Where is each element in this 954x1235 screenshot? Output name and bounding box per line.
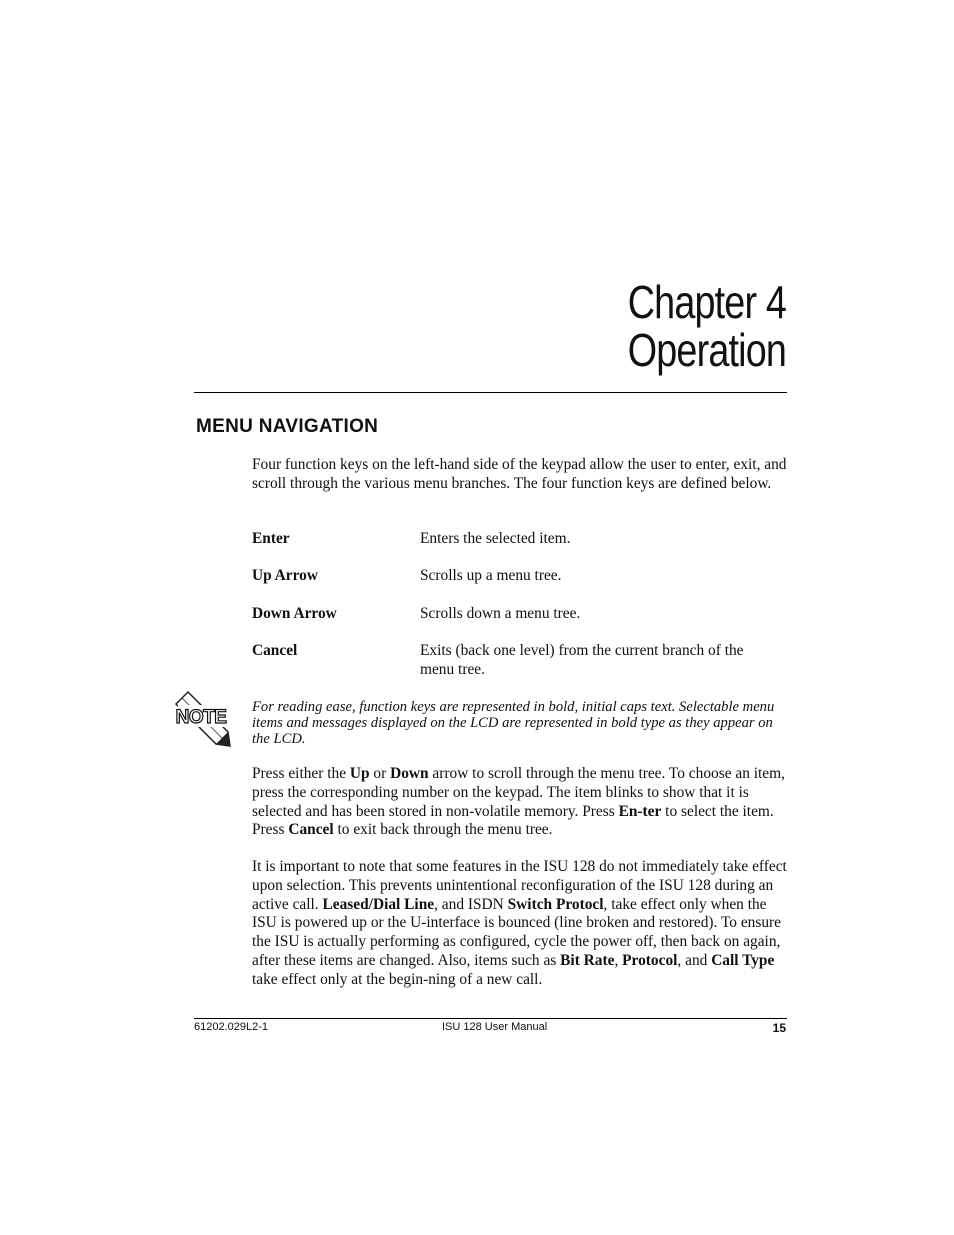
item-leased-dial-line: Leased/Dial Line	[322, 895, 435, 913]
key-down: Down	[390, 765, 429, 782]
note-icon	[172, 688, 232, 748]
footer-divider	[194, 1018, 787, 1019]
definition-term: Cancel	[252, 641, 298, 659]
paragraph-navigation: Press either the Up or Down arrow to scroll through the menu tree. To choose an item, press the corresponding number on the keypad. The item blinks to show that it is selected and has been stored in non-volatile memory. Press En-ter to select the item. Press Cancel to exit back through the menu tree.	[252, 765, 785, 839]
chapter-number: Chapter 4	[627, 276, 786, 328]
footer-doc-number: 61202.029L2-1	[194, 1021, 269, 1033]
key-enter: En-ter	[618, 802, 662, 820]
key-up: Up	[349, 765, 370, 782]
key-cancel: Cancel	[288, 821, 334, 839]
item-call-type: Call Type	[711, 951, 775, 969]
definition-desc: Enters the selected item.	[420, 530, 571, 547]
definition-desc: Scrolls up a menu tree.	[420, 567, 562, 585]
definition-row	[252, 642, 788, 680]
definition-term: Up Arrow	[252, 567, 318, 585]
heading-divider	[194, 392, 787, 393]
note-text: For reading ease, function keys are represented in bold, initial caps text. Selectable menu items and messages displayed on the LCD are represented in bold type as they appear on the LCD.	[252, 699, 775, 747]
definition-row	[252, 605, 788, 624]
chapter-title: Operation	[627, 324, 786, 376]
item-switch-protocol: Switch Protocl	[507, 895, 604, 913]
footer-page-number: 15	[772, 1021, 786, 1035]
paragraph-features: It is important to note that some features in the ISU 128 do not immediately take effect upon selection. This prevents unintentional reconfiguration of the ISU 128 during an active call. Leased/Dial Line, and ISDN Switch Protocl, take effect only when the ISU is powered up or the U-interface is bounced (line broken and restored). To ensure the ISU is actually performing as configured, cycle the power off, then back on again, after these items are changed. Also, items such as Bit Rate, Protocol, and Call Type take effect only at the begin-ning of a new call.	[252, 858, 787, 988]
chapter-heading	[628, 278, 786, 374]
definition-desc: Exits (back one level) from the current branch of the menu tree.	[420, 641, 744, 678]
function-key-list	[252, 530, 788, 698]
definition-row	[252, 567, 788, 586]
definition-row	[252, 530, 788, 549]
item-protocol: Protocol	[622, 951, 678, 969]
footer-manual-title: ISU 128 User Manual	[442, 1021, 548, 1033]
definition-term: Enter	[252, 530, 290, 547]
note-icon-label: NOTE	[175, 707, 227, 728]
definition-term: Down Arrow	[252, 604, 337, 622]
intro-paragraph: Four function keys on the left-hand side of the keypad allow the user to enter, exit, and scroll through the various menu branches. The four function keys are defined below.	[252, 456, 787, 492]
item-bit-rate: Bit Rate	[560, 951, 615, 969]
definition-desc: Scrolls down a menu tree.	[420, 604, 581, 622]
section-title: MENU NAVIGATION	[196, 416, 379, 437]
